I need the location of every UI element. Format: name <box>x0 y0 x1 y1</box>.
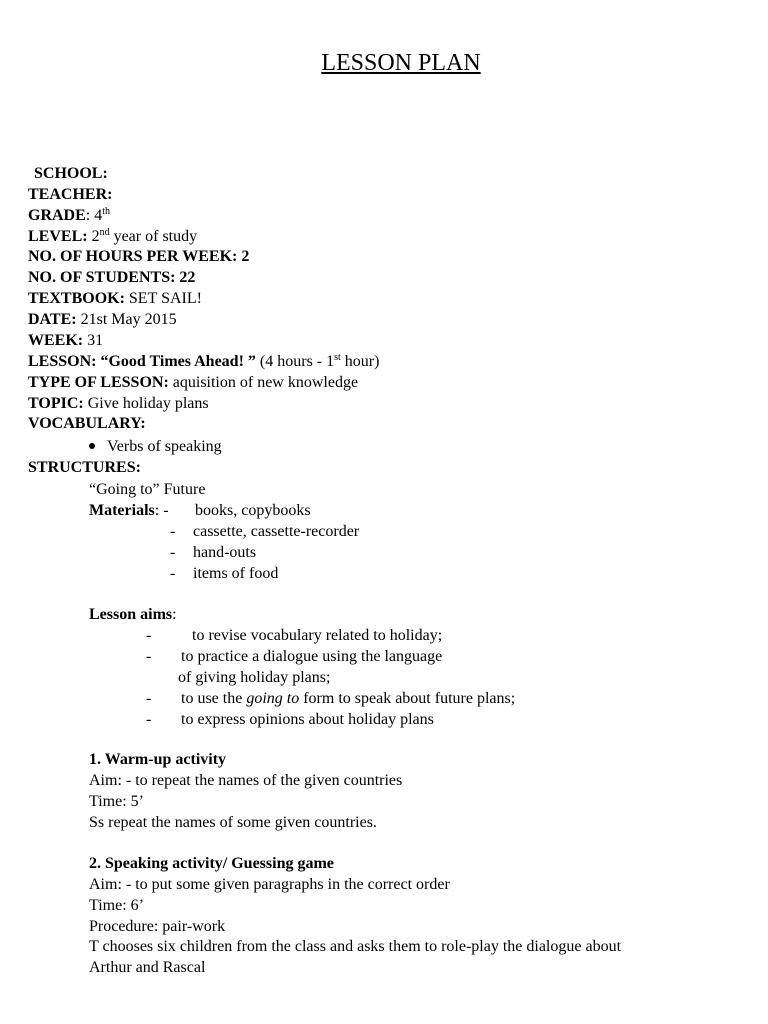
aims-item: to express opinions about holiday plans <box>181 711 434 728</box>
activity1-desc: Ss repeat the names of some given countries. <box>89 814 377 831</box>
activity1-aim: Aim: - to repeat the names of the given countries <box>89 772 403 789</box>
page-title: LESSON PLAN <box>321 50 481 76</box>
structures-item: “Going to” Future <box>89 481 206 498</box>
aims-item3-emphasis: going to <box>246 690 300 707</box>
type-value: aquisition of new knowledge <box>168 374 359 391</box>
vocabulary-label: VOCABULARY: <box>28 415 146 432</box>
school-label: SCHOOL: <box>34 165 108 182</box>
materials-dash: - <box>170 565 176 582</box>
activity2-desc-continuation: Arthur and Rascal <box>89 959 206 976</box>
teacher-label: TEACHER: <box>28 186 113 203</box>
level-value-pre: 2 <box>87 228 100 245</box>
type-line <box>28 373 358 393</box>
hours-line <box>28 247 249 267</box>
topic-label: TOPIC: <box>28 395 84 412</box>
aims-label: Lesson aims <box>89 606 173 623</box>
date-line <box>28 310 177 330</box>
level-line <box>28 227 197 247</box>
lesson-label: LESSON: “Good Times Ahead! ” <box>28 353 256 370</box>
aims-item: to revise vocabulary related to holiday; <box>192 627 443 644</box>
aims-item <box>181 689 515 709</box>
materials-dash: - <box>170 523 176 540</box>
activity1-heading <box>89 750 226 770</box>
aims-dash: - <box>146 690 152 707</box>
grade-value: : 4 <box>85 207 103 224</box>
materials-label: Materials <box>89 502 155 519</box>
vocabulary-list-item <box>89 437 222 457</box>
hours-label: NO. OF HOURS PER WEEK: 2 <box>28 248 250 265</box>
activity2-heading <box>89 854 334 874</box>
aims-dash: - <box>146 648 152 665</box>
activity2-aim: Aim: - to put some given paragraphs in the correct order <box>89 876 450 893</box>
lesson-value-post: hour) <box>340 353 380 370</box>
week-label: WEEK: <box>28 332 84 349</box>
activity2-procedure: Procedure: pair-work <box>89 918 226 935</box>
activity1-time: Time: 5’ <box>89 793 144 810</box>
activity1-heading-text: 1. Warm-up activity <box>89 751 227 768</box>
grade-sup: th <box>102 206 111 217</box>
textbook-line <box>28 289 202 309</box>
textbook-value: SET SAIL! <box>124 290 202 307</box>
students-label: NO. OF STUDENTS: 22 <box>28 269 196 286</box>
school-line <box>34 164 108 184</box>
grade-label: GRADE <box>28 207 86 224</box>
aims-dash: - <box>146 711 152 728</box>
activity2-desc: T chooses six children from the class and asks them to role-play the dialogue about <box>89 938 622 955</box>
lesson-line <box>28 352 379 372</box>
vocabulary-line <box>28 414 146 434</box>
materials-dash: - <box>170 544 176 561</box>
date-value: 21st May 2015 <box>76 311 177 328</box>
materials-item: hand-outs <box>193 544 257 561</box>
topic-value: Give holiday plans <box>83 395 209 412</box>
aims-heading <box>89 605 177 625</box>
teacher-line <box>28 185 112 205</box>
grade-line <box>28 206 110 226</box>
materials-item: cassette, cassette-recorder <box>193 523 360 540</box>
lesson-value-pre: (4 hours - 1 <box>255 353 335 370</box>
week-value: 31 <box>83 332 104 349</box>
activity2-heading-text: 2. Speaking activity/ Guessing game <box>89 855 334 872</box>
aims-item3-pre: to use the <box>181 690 247 707</box>
bullet-icon <box>89 443 95 449</box>
aims-dash: - <box>146 627 152 644</box>
structures-label: STRUCTURES: <box>28 459 141 476</box>
materials-item: books, copybooks <box>195 502 311 519</box>
aims-item-continuation: of giving holiday plans; <box>178 669 331 686</box>
textbook-label: TEXTBOOK: <box>28 290 125 307</box>
students-line <box>28 268 195 288</box>
materials-prefix: : - <box>154 502 169 519</box>
aims-item3-post: form to speak about future plans; <box>299 690 516 707</box>
lesson-sup: st <box>334 352 341 363</box>
activity2-time: Time: 6’ <box>89 897 144 914</box>
topic-line <box>28 394 209 414</box>
materials-item: items of food <box>193 565 279 582</box>
week-line <box>28 331 103 351</box>
date-label: DATE: <box>28 311 77 328</box>
aims-colon: : <box>172 606 177 623</box>
level-label: LEVEL: <box>28 228 88 245</box>
vocabulary-item: Verbs of speaking <box>107 438 222 455</box>
structures-line <box>28 458 141 478</box>
level-sup: nd <box>99 227 110 238</box>
level-value-post: year of study <box>109 228 198 245</box>
materials-line <box>89 501 169 521</box>
aims-item: to practice a dialogue using the language <box>181 648 443 665</box>
type-label: TYPE OF LESSON: <box>28 374 169 391</box>
